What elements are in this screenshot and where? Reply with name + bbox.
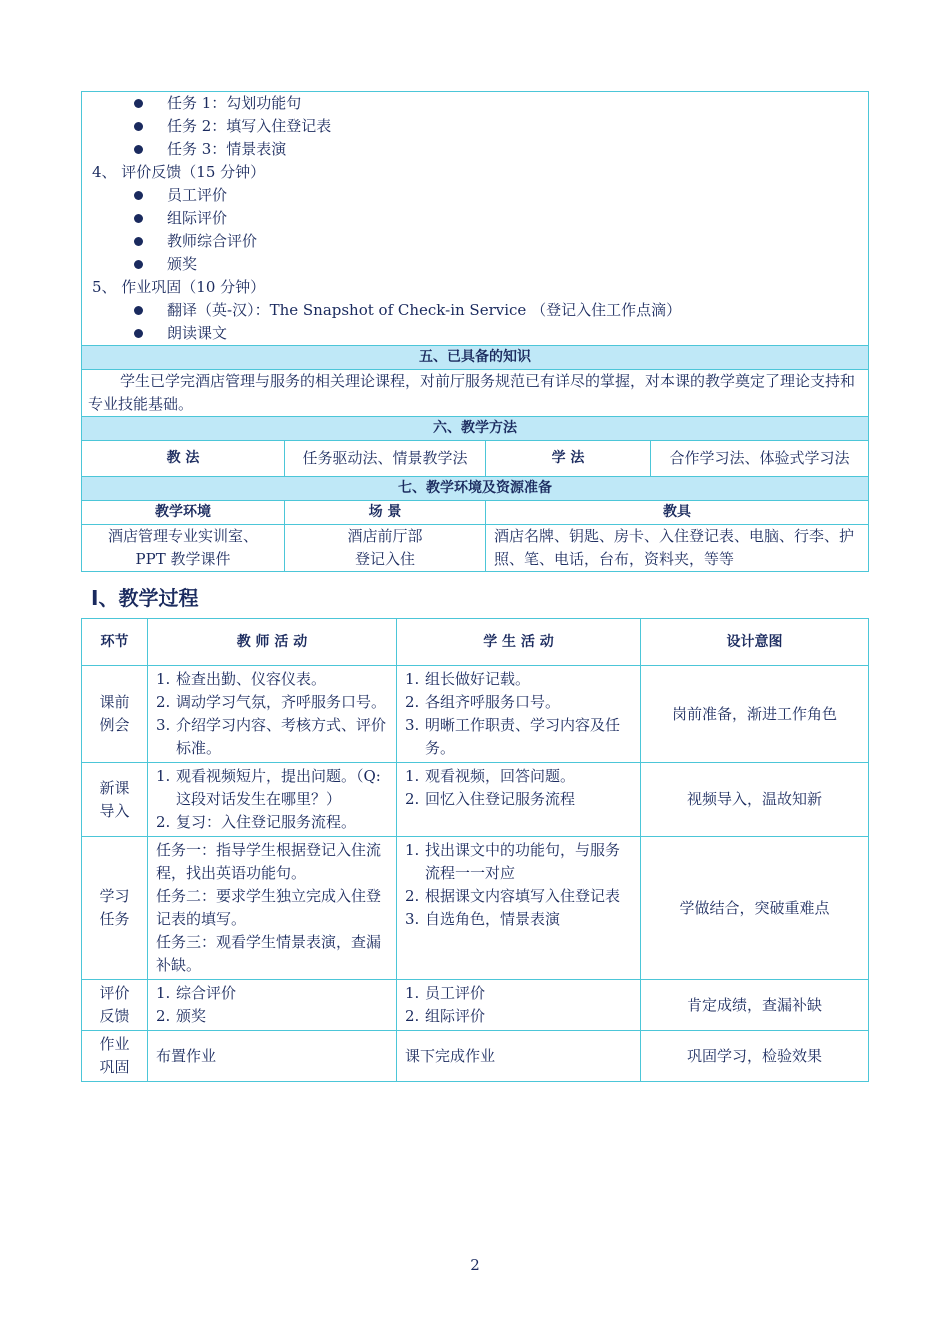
list-item: 翻译（英-汉）：The Snapshot of Check-in Service （登记入住工作点滴） [90,299,860,322]
section-title-knowledge: 五、已具备的知识 [82,346,869,370]
list-item: 颁奖 [90,253,860,276]
section-4-title: 4、 评价反馈（15 分钟） [92,163,266,181]
list-item: 朗读课文 [90,322,860,345]
student-activity-cell: 课下完成作业 [397,1031,641,1082]
process-table [81,618,869,1082]
stage-cell: 评价 反馈 [82,980,148,1031]
activity-list-cell [82,92,869,346]
list-item: 任务 3：情景表演 [90,138,860,161]
bullet-icon [134,237,143,246]
process-header-student: 学 生 活 动 [397,619,641,666]
teacher-activity-cell: 1. 综合评价 2. 颁奖 [148,980,397,1031]
list-item: 教师综合评价 [90,230,860,253]
resource-header-env: 教学环境 [82,501,285,525]
process-header-intent: 设计意图 [641,619,869,666]
list-item: 组际评价 [90,207,860,230]
resource-env: 酒店管理专业实训室、 PPT 教学课件 [82,525,285,572]
table-row [82,1031,869,1082]
resource-tools: 酒店名牌、钥匙、房卡、入住登记表、电脑、行李、护照、笔、电话，台布，资料夹，等等 [486,525,869,572]
student-activity-cell: 1. 员工评价 2. 组际评价 [397,980,641,1031]
list-item: 员工评价 [90,184,860,207]
process-header-teacher: 教 师 活 动 [148,619,397,666]
learn-method-value: 合作学习法、体验式学习法 [651,441,869,477]
intent-cell: 视频导入，温故知新 [641,763,869,837]
table-row [82,980,869,1031]
resource-header-scene: 场 景 [285,501,486,525]
section-5-title: 5、 作业巩固（10 分钟） [92,278,266,296]
stage-cell: 新课 导入 [82,763,148,837]
list-item: 任务 1：勾划功能句 [90,92,860,115]
teacher-activity-cell: 1. 观看视频短片，提出问题。（Q:这段对话发生在哪里？） 2. 复习：入住登记服务流程。 [148,763,397,837]
resource-header-tools: 教具 [486,501,869,525]
list-item: 任务 2：填写入住登记表 [90,115,860,138]
stage-cell: 学习 任务 [82,837,148,980]
bullet-icon [134,329,143,338]
bullet-icon [134,214,143,223]
lesson-plan-table [81,91,869,572]
process-header-stage: 环节 [82,619,148,666]
table-row [82,837,869,980]
student-activity-cell: 1. 观看视频，回答问题。 2. 回忆入住登记服务流程 [397,763,641,837]
teach-method-label: 教 法 [82,441,285,477]
student-activity-cell: 1. 组长做好记载。 2. 各组齐呼服务口号。 3. 明晰工作职责、学习内容及任务。 [397,666,641,763]
bullet-icon [134,260,143,269]
resource-scene: 酒店前厅部 登记入住 [285,525,486,572]
section-title-methods: 六、教学方法 [82,417,869,441]
bullet-icon [134,122,143,131]
section-heading-process: I、教学过程 [91,586,199,610]
knowledge-text: 学生已学完酒店管理与服务的相关理论课程，对前厅服务规范已有详尽的掌握，对本课的教学奠定了理论支持和专业技能基础。 [82,370,869,417]
intent-cell: 岗前准备，渐进工作角色 [641,666,869,763]
table-row [82,666,869,763]
intent-cell: 肯定成绩，查漏补缺 [641,980,869,1031]
teacher-activity-cell: 任务一：指导学生根据登记入住流程，找出英语功能句。 任务二：要求学生独立完成入住登记表的填写。 任务三：观看学生情景表演，查漏补缺。 [148,837,397,980]
bullet-icon [134,306,143,315]
teacher-activity-cell: 1. 检查出勤、仪容仪表。 2. 调动学习气氛，齐呼服务口号。 3. 介绍学习内容、考核方式、评价标准。 [148,666,397,763]
teach-method-value: 任务驱动法、情景教学法 [285,441,486,477]
student-activity-cell: 1. 找出课文中的功能句，与服务流程一一对应 2. 根据课文内容填写入住登记表 3. 自选角色，情景表演 [397,837,641,980]
learn-method-label: 学 法 [486,441,651,477]
teacher-activity-cell: 布置作业 [148,1031,397,1082]
stage-cell: 课前 例会 [82,666,148,763]
bullet-icon [134,145,143,154]
stage-cell: 作业 巩固 [82,1031,148,1082]
page-content [81,91,868,1082]
table-row [82,763,869,837]
intent-cell: 学做结合，突破重难点 [641,837,869,980]
intent-cell: 巩固学习，检验效果 [641,1031,869,1082]
bullet-icon [134,99,143,108]
page-number: 2 [470,1256,480,1274]
section-title-resources: 七、教学环境及资源准备 [82,477,869,501]
bullet-icon [134,191,143,200]
